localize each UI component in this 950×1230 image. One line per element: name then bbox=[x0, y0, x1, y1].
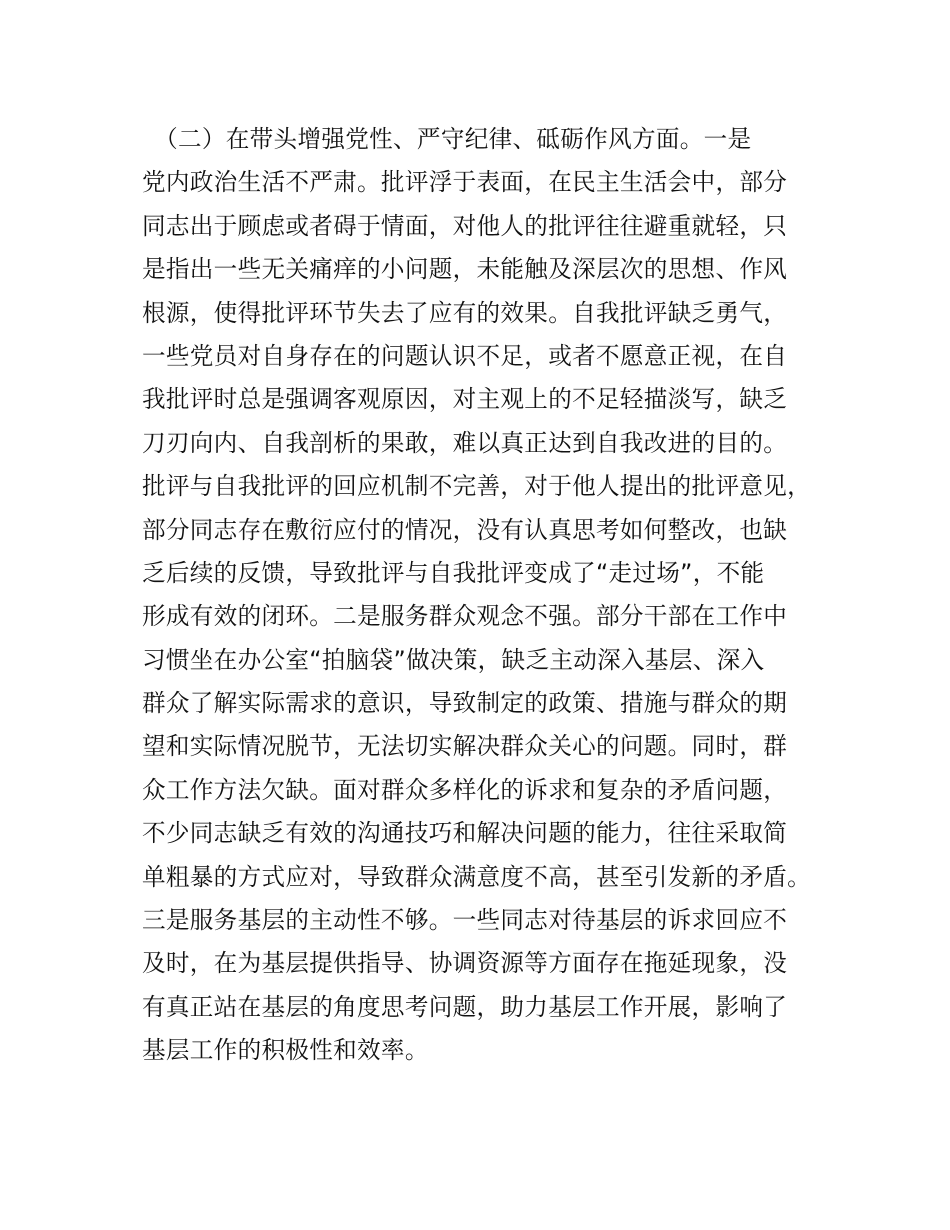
paragraph-line: 望和实际情况脱节，无法切实解决群众关心的问题。同时，群 bbox=[142, 732, 788, 761]
paragraph-line: （二）在带头增强党性、严守纪律、砥砺作风方面。一是 bbox=[142, 125, 752, 153]
paragraph-line: 我批评时总是强调客观原因，对主观上的不足轻描淡写，缺乏 bbox=[142, 385, 788, 414]
paragraph-line: 乏后续的反馈，导致批评与自我批评变成了“走过场”，不能 bbox=[142, 558, 765, 587]
paragraph-line: 一些党员对自身存在的问题认识不足，或者不愿意正视，在自 bbox=[142, 341, 788, 370]
paragraph-line: 同志出于顾虑或者碍于情面，对他人的批评往往避重就轻，只 bbox=[142, 211, 788, 240]
paragraph-line: 党内政治生活不严肃。批评浮于表面，在民主生活会中，部分 bbox=[142, 168, 788, 197]
paragraph-line: 单粗暴的方式应对，导致群众满意度不高，甚至引发新的矛盾。 bbox=[142, 862, 812, 891]
paragraph-line: 群众了解实际需求的意识，导致制定的政策、措施与群众的期 bbox=[142, 689, 788, 718]
paragraph-line: 是指出一些无关痛痒的小问题，未能触及深层次的思想、作风 bbox=[142, 255, 788, 284]
paragraph-line: 众工作方法欠缺。面对群众多样化的诉求和复杂的矛盾问题， bbox=[142, 775, 788, 804]
paragraph-line: 习惯坐在办公室“拍脑袋”做决策，缺乏主动深入基层、深入 bbox=[142, 645, 765, 674]
paragraph-line: 批评与自我批评的回应机制不完善，对于他人提出的批评意见， bbox=[142, 472, 812, 501]
paragraph-line: 及时，在为基层提供指导、协调资源等方面存在拖延现象，没 bbox=[142, 949, 788, 978]
paragraph-line: 刀刃向内、自我剖析的果敢，难以真正达到自我改进的目的。 bbox=[142, 428, 788, 457]
body-paragraph bbox=[142, 118, 842, 1073]
paragraph-line: 部分同志存在敷衍应付的情况，没有认真思考如何整改，也缺 bbox=[142, 515, 788, 544]
paragraph-line: 形成有效的闭环。二是服务群众观念不强。部分干部在工作中 bbox=[142, 602, 788, 631]
paragraph-line: 根源，使得批评环节失去了应有的效果。自我批评缺乏勇气， bbox=[142, 298, 788, 327]
paragraph-line: 三是服务基层的主动性不够。一些同志对待基层的诉求回应不 bbox=[142, 906, 788, 935]
paragraph-line: 基层工作的积极性和效率。 bbox=[142, 1036, 429, 1065]
paragraph-line: 有真正站在基层的角度思考问题，助力基层工作开展，影响了 bbox=[142, 992, 788, 1021]
paragraph-line: 不少同志缺乏有效的沟通技巧和解决问题的能力，往往采取简 bbox=[142, 819, 788, 848]
